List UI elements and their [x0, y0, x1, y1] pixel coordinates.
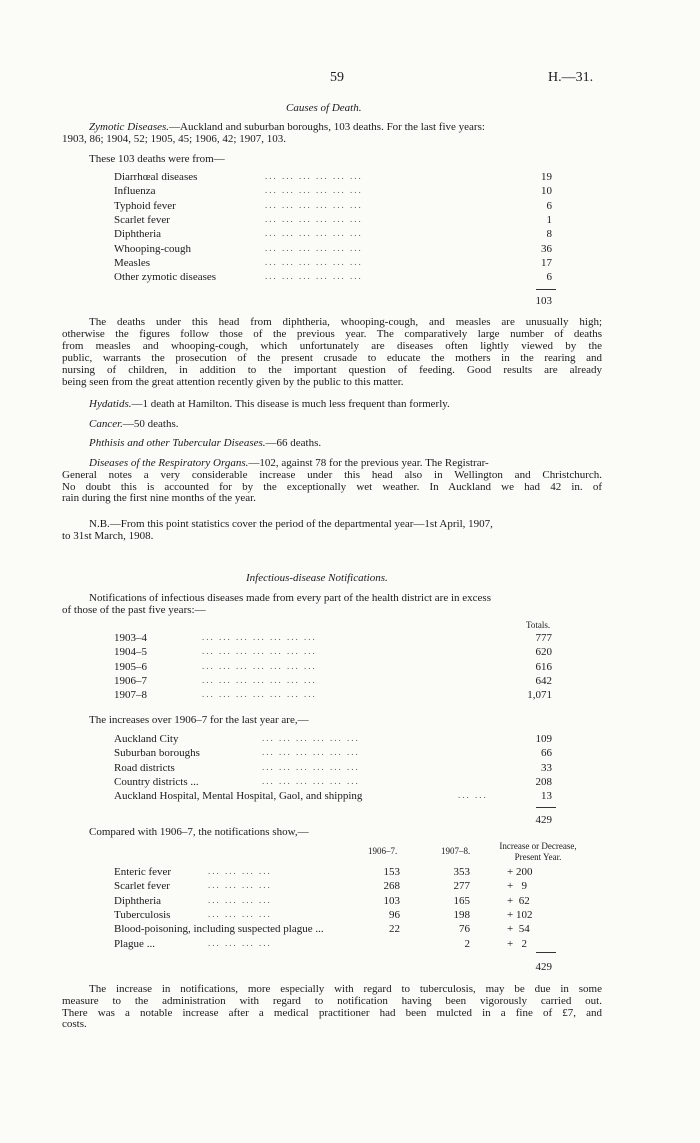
- year-label: 1907–8: [114, 689, 147, 702]
- paragraph-line: There was a notable increase after a medical practitioner had been mulcted in a fine of £7, and: [62, 1006, 602, 1019]
- increase-value: 66: [541, 747, 552, 760]
- paragraph-line: No doubt this is accounted for by the exceptionally wet weather. In Auckland we had 42 in. of: [62, 480, 602, 493]
- phthisis-paragraph: Phthisis and other Tubercular Diseases.—66 deaths.: [89, 437, 322, 449]
- paragraph-line: The deaths under this head from diphtheria, whooping-cough, and measles are unusually high;: [89, 316, 602, 328]
- disease-name: Scarlet fever: [114, 213, 170, 226]
- year-label: 1906–7: [114, 674, 147, 687]
- value-change: + 200: [507, 866, 533, 878]
- increase-area: Road districts: [114, 761, 175, 774]
- compared-intro: Compared with 1906–7, the notifications show,—: [89, 826, 309, 838]
- leader-dots: ... ... ... ... ... ... ...: [202, 660, 317, 671]
- value-1907-8: 277: [453, 880, 470, 893]
- paragraph-line: General notes a very considerable increase under this head also in Wellington and Christchurch.: [62, 469, 602, 481]
- value-change: + 2: [507, 937, 527, 950]
- column-header-1907-8: 1907–8.: [441, 846, 471, 856]
- leader-dots: ... ... ... ... ... ...: [265, 213, 363, 224]
- increase-area: Auckland City: [114, 733, 179, 745]
- leader-dots: ... ... ... ... ... ... ...: [202, 674, 317, 685]
- value-change: + 62: [507, 894, 530, 907]
- leader-dots: ... ... ... ...: [208, 937, 272, 948]
- disease-deaths: 6: [546, 199, 552, 212]
- increases-total: 429: [535, 814, 552, 826]
- paragraph-line: measure to the administration with regard to notification having been vigorously carried out.: [62, 994, 602, 1007]
- leader-dots: ... ... ... ...: [208, 866, 272, 876]
- leader-dots: ... ...: [458, 790, 488, 801]
- causes-of-death-heading: Causes of Death.: [286, 102, 362, 114]
- hydatids-paragraph: Hydatids.—1 death at Hamilton. This disease is much less frequent than formerly.: [89, 398, 450, 410]
- paragraph-line: nursing of children, in addition to the important question of feeding. Good results are already: [62, 363, 602, 376]
- respiratory-paragraph-line1: Diseases of the Respiratory Organs.—102, against 78 for the previous year. The Registrar-: [89, 457, 489, 469]
- increase-value: 13: [541, 790, 552, 803]
- value-change: + 102: [507, 908, 533, 921]
- value-1907-8: 198: [453, 908, 470, 921]
- disease-deaths: 1: [546, 213, 552, 226]
- leader-dots: ... ... ... ... ... ...: [262, 775, 360, 786]
- increase-area: Country districts ...: [114, 775, 199, 788]
- disease-deaths: 10: [541, 185, 552, 198]
- increases-sum-rule: [536, 807, 556, 808]
- paragraph-line: from measles and whooping-cough, which unfortunately are diseases often lightly viewed by the: [62, 339, 602, 352]
- year-total: 777: [535, 632, 552, 644]
- year-label: 1903–4: [114, 632, 147, 644]
- leader-dots: ... ... ... ... ... ...: [265, 242, 363, 253]
- value-1906-7: 96: [389, 908, 400, 921]
- leader-dots: ... ... ... ... ... ...: [265, 171, 363, 181]
- increase-value: 33: [541, 761, 552, 774]
- deaths-from-intro: These 103 deaths were from—: [89, 153, 225, 165]
- year-total: 642: [535, 674, 552, 687]
- disease-deaths: 36: [541, 242, 552, 255]
- column-header-change-2: Present Year.: [514, 852, 562, 862]
- year-total: 620: [535, 646, 552, 659]
- value-1907-8: 165: [453, 894, 470, 907]
- disease-label: Plague ...: [114, 937, 155, 950]
- cancer-paragraph: Cancer.—50 deaths.: [89, 418, 179, 430]
- disease-deaths: 8: [546, 228, 552, 241]
- increase-value: 208: [535, 775, 552, 788]
- leader-dots: ... ... ... ... ... ...: [265, 256, 363, 267]
- value-1906-7: 268: [383, 880, 400, 893]
- document-reference: H.—31.: [548, 70, 594, 85]
- paragraph-line: costs.: [62, 1018, 87, 1031]
- value-1906-7: 22: [389, 923, 400, 936]
- disease-deaths: 19: [541, 171, 552, 183]
- increases-intro: The increases over 1906–7 for the last year are,—: [89, 714, 309, 726]
- disease-deaths: 6: [546, 271, 552, 284]
- disease-name: Typhoid fever: [114, 199, 176, 212]
- nb-line2: to 31st March, 1908.: [62, 530, 154, 542]
- notifications-intro-line2: of those of the past five years:—: [62, 604, 206, 616]
- value-1906-7: 103: [383, 894, 400, 907]
- totals-column-header: Totals.: [526, 620, 551, 630]
- increase-value: 109: [535, 733, 552, 745]
- column-header-change-1: Increase or Decrease,: [499, 841, 577, 851]
- value-1907-8: 353: [453, 866, 470, 878]
- deaths-total: 103: [535, 295, 552, 307]
- value-1907-8: 2: [464, 937, 470, 950]
- comparison-sum-rule: [536, 952, 556, 953]
- leader-dots: ... ... ... ...: [208, 894, 272, 905]
- paragraph-line: otherwise the figures follow those of the previous year. The comparatively large number of deaths: [62, 327, 602, 340]
- year-label: 1904–5: [114, 646, 147, 659]
- leader-dots: ... ... ... ...: [208, 908, 272, 919]
- disease-label: Enteric fever: [114, 866, 172, 878]
- leader-dots: ... ... ... ... ... ...: [265, 199, 363, 210]
- comparison-total: 429: [535, 961, 552, 973]
- leader-dots: ... ... ... ... ... ... ...: [202, 646, 317, 657]
- disease-name: Measles: [114, 256, 151, 269]
- value-1906-7: 153: [383, 866, 400, 878]
- disease-label: Scarlet fever: [114, 880, 170, 893]
- zymotic-paragraph-line2: 1903, 86; 1904, 52; 1905, 45; 1906, 42; 1907, 103.: [62, 133, 286, 145]
- disease-label: Diphtheria: [114, 894, 162, 907]
- leader-dots: ... ... ... ... ... ...: [262, 761, 360, 772]
- disease-name: Diphtheria: [114, 228, 162, 241]
- leader-dots: ... ... ... ... ... ...: [262, 733, 360, 743]
- notifications-intro-line1: Notifications of infectious diseases made from every part of the health district are in excess: [89, 592, 491, 604]
- paragraph-line: The increase in notifications, more especially with regard to tuberculosis, may be due in some: [89, 983, 602, 995]
- disease-name: Influenza: [114, 185, 156, 198]
- increase-area: Auckland Hospital, Mental Hospital, Gaol, and shipping: [114, 790, 363, 803]
- paragraph-line: rain during the first nine months of the year.: [62, 492, 256, 504]
- value-change: + 54: [507, 923, 530, 936]
- year-label: 1905–6: [114, 660, 147, 673]
- year-total: 1,071: [527, 689, 552, 702]
- sum-rule: [536, 289, 556, 290]
- column-header-1906-7: 1906–7.: [368, 846, 398, 856]
- disease-name: Whooping-cough: [114, 242, 191, 255]
- leader-dots: ... ... ... ...: [208, 880, 272, 891]
- paragraph-line: being seen from the great attention recently given by the public to this matter.: [62, 375, 404, 388]
- page-number: 59: [330, 70, 344, 85]
- leader-dots: ... ... ... ... ... ... ...: [202, 689, 317, 700]
- disease-label: Blood-poisoning, including suspected plague ...: [114, 923, 324, 936]
- value-change: + 9: [507, 880, 527, 893]
- leader-dots: ... ... ... ... ... ...: [265, 271, 363, 282]
- disease-deaths: 17: [541, 256, 552, 269]
- paragraph-line: public, warrants the prosecution of the present crusade to educate the mothers in the rearing and: [62, 351, 602, 364]
- zymotic-paragraph-line1: Zymotic Diseases.—Auckland and suburban boroughs, 103 deaths. For the last five years:: [89, 121, 485, 133]
- nb-line1: N.B.—From this point statistics cover the period of the departmental year—1st April, 1907,: [89, 518, 493, 530]
- year-total: 616: [535, 660, 552, 673]
- disease-name: Other zymotic diseases: [114, 271, 217, 284]
- increase-area: Suburban boroughs: [114, 747, 200, 760]
- value-1907-8: 76: [459, 923, 470, 936]
- leader-dots: ... ... ... ... ... ...: [265, 228, 363, 239]
- leader-dots: ... ... ... ... ... ...: [262, 747, 360, 758]
- disease-name: Diarrhœal diseases: [114, 171, 198, 183]
- disease-label: Tuberculosis: [114, 908, 171, 921]
- leader-dots: ... ... ... ... ... ...: [265, 185, 363, 196]
- leader-dots: ... ... ... ... ... ... ...: [202, 632, 317, 642]
- notifications-heading: Infectious-disease Notifications.: [246, 572, 388, 584]
